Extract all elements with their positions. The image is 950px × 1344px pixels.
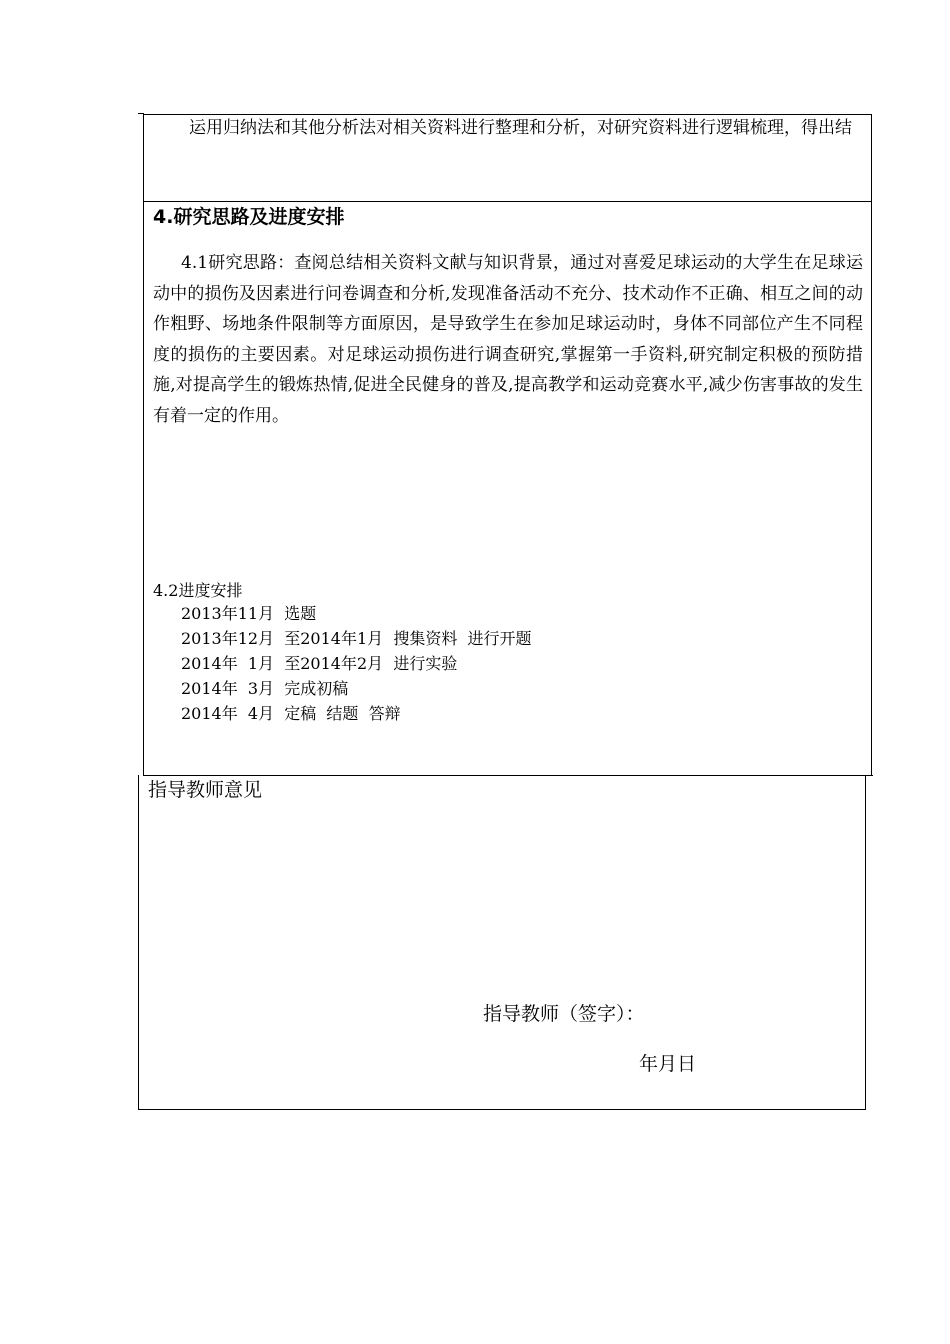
- schedule-title: 4.2进度安排: [153, 581, 243, 600]
- schedule-item: 2014年 3月 完成初稿: [181, 679, 349, 698]
- schedule-item: 2013年12月 至2014年1月 搜集资料 进行开题: [181, 629, 532, 648]
- table-corner-mark: [865, 775, 873, 776]
- schedule-item: 2014年 4月 定稿 结题 答辩: [181, 704, 401, 723]
- advisor-opinion-box: [138, 775, 866, 1110]
- section-heading: 4.研究思路及进度安排: [153, 206, 345, 228]
- advisor-date-label: 年月日: [639, 1053, 697, 1075]
- research-idea-paragraph: 4.1研究思路：查阅总结相关资料文献与知识背景，通过对喜爱足球运动的大学生在足球运动中的损伤及因素进行问卷调查和分析,发现准备活动不充分、技术动作不正确、相互之间的动作粗野、场地条件限制等方面原因，是导致学生在参加足球运动时，身体不同部位产生不同程度的损伤的主要因素。对足球运动损伤进行调查研究,掌握第一手资料,研究制定积极的预防措施,对提高学生的锻炼热情,促进全民健身的普及,提高教学和运动竞赛水平,减少伤害事故的发生有着一定的作用。: [153, 253, 863, 426]
- schedule-item: 2013年11月 选题: [181, 604, 317, 623]
- method-continuation-text: 运用归纳法和其他分析法对相关资料进行整理和分析，对研究资料进行逻辑梳理，得出结: [189, 118, 852, 138]
- advisor-opinion-label: 指导教师意见: [148, 779, 263, 801]
- schedule-item: 2014年 1月 至2014年2月 进行实验: [181, 654, 458, 673]
- advisor-signature-label: 指导教师（签字）：: [483, 1003, 645, 1025]
